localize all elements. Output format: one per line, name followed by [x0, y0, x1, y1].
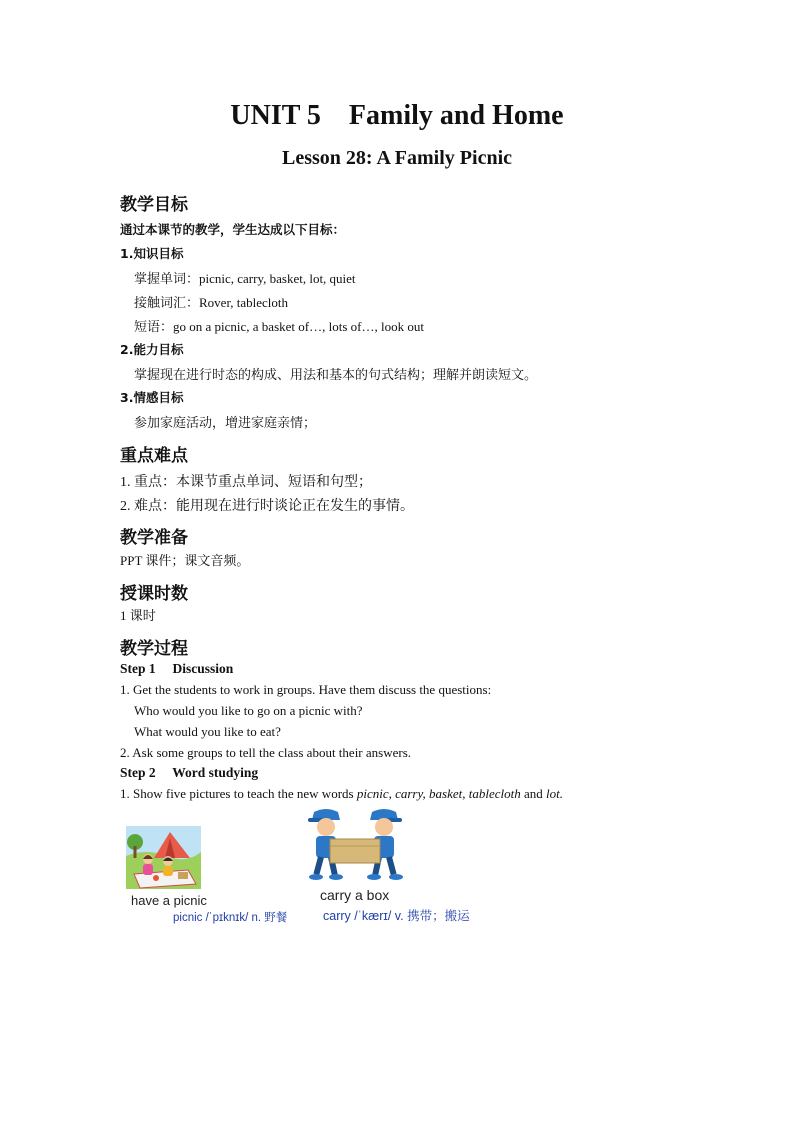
picnic-picture	[126, 826, 201, 889]
lesson-subtitle: Lesson 28: A Family Picnic	[282, 147, 512, 169]
step2-title: Step 2 Word studying	[120, 765, 259, 780]
shoe-4	[389, 874, 403, 880]
tree-trunk	[134, 846, 137, 858]
ability-label: 2.能力目标	[120, 342, 184, 357]
worker-head-left	[317, 818, 335, 836]
child-body-right	[163, 866, 173, 876]
worker-leg-right-b	[386, 856, 396, 875]
keypoints-heading: 重点难点	[120, 446, 188, 466]
step2-last-word: lot.	[546, 786, 564, 801]
keypoints-line-1: 1. 重点：本课节重点单词、短语和句型；	[120, 475, 372, 490]
step2-new-words: picnic, carry, basket, tablecloth	[356, 786, 521, 801]
step2-and: and	[520, 786, 547, 801]
objectives-heading: 教学目标	[120, 195, 188, 215]
knowledge-line-3: 短语：go on a picnic, a basket of…, lots of…, look out	[134, 319, 424, 334]
knowledge-line-1: 掌握单词：picnic, carry, basket, lot, quiet	[134, 271, 356, 286]
carry-definition: carry /ˈkærɪ/ v. 携带；搬运	[323, 909, 470, 923]
knowledge-label: 1.知识目标	[120, 246, 184, 261]
step2-line-prefix: 1. Show five pictures to teach the new words	[120, 786, 357, 801]
worker-leg-left-a	[313, 856, 323, 875]
page-title: UNIT 5 Family and Home	[230, 100, 564, 131]
picnic-definition: picnic /ˈpɪknɪk/ n. 野餐	[173, 912, 288, 924]
step1-line-2: Who would you like to go on a picnic with?	[134, 703, 363, 718]
step1-line-3: What would you like to eat?	[134, 724, 281, 739]
process-heading: 教学过程	[120, 639, 188, 659]
picnic-basket	[178, 872, 188, 879]
step2-line-1	[120, 786, 563, 802]
ability-line-1: 掌握现在进行时态的构成、用法和基本的句式结构；理解并朗读短文。	[134, 367, 538, 382]
emotion-line-1: 参加家庭活动，增进家庭亲情；	[134, 415, 317, 430]
step1-line-1: 1. Get the students to work in groups. Have them discuss the questions:	[120, 682, 492, 697]
shoe-3	[367, 874, 381, 880]
preparation-heading: 教学准备	[120, 528, 188, 548]
hours-heading: 授课时数	[120, 584, 188, 604]
worker-head-right	[375, 818, 393, 836]
shoe-2	[329, 874, 343, 880]
preparation-line-1: PPT 课件；课文音频。	[120, 553, 250, 568]
hours-line-1: 1 课时	[120, 608, 156, 623]
objectives-intro: 通过本课节的教学，学生达成以下目标：	[120, 222, 346, 237]
step1-title: Step 1 Discussion	[120, 661, 234, 676]
carry-box-picture	[306, 808, 404, 882]
emotion-label: 3.情感目标	[120, 390, 184, 405]
food-apple	[153, 875, 159, 881]
shoe-1	[309, 874, 323, 880]
carry-caption: carry a box	[320, 887, 390, 903]
child-body-left	[143, 864, 153, 875]
step1-line-4: 2. Ask some groups to tell the class about their answers.	[120, 745, 412, 760]
knowledge-line-2: 接触词汇：Rover, tablecloth	[134, 295, 289, 310]
cardboard-box	[330, 839, 380, 863]
picnic-caption: have a picnic	[131, 893, 207, 908]
keypoints-line-2: 2. 难点：能用现在进行时谈论正在发生的事情。	[120, 499, 414, 514]
